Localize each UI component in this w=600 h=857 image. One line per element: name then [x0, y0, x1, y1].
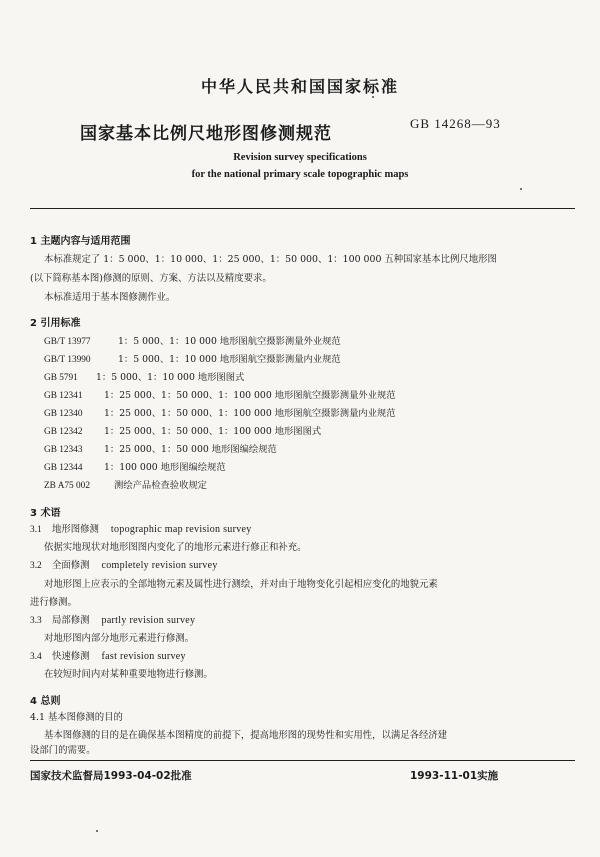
section-1-para-line2: (以下简称基本图)修测的原则、方案、方法以及精度要求。	[30, 273, 272, 284]
section-1-para2: 本标准适用于基本图修测作业。	[44, 292, 176, 303]
reference-item: GB 12343 1：25 000、1：50 000 地形图编绘规范	[44, 444, 277, 455]
term-3-4-definition: 在较短时间内对某种重要地物进行修测。	[44, 669, 213, 680]
english-title-line1: Revision survey specifications	[233, 152, 367, 163]
reference-item: GB 12341 1：25 000、1：50 000、1：100 000 地形图航空摄影测量外业规范	[44, 390, 396, 401]
term-3-2-definition-line1: 对地形图上应表示的全部地物元素及属性进行测绘，并对由于地物变化引起相应变化的地貌元素	[44, 579, 438, 590]
english-title-line2: for the national primary scale topographic maps	[191, 169, 409, 180]
section-1-heading: 1 主题内容与适用范围	[30, 236, 131, 247]
implementation-date: 1993-11-01实施	[410, 770, 499, 782]
reference-item: GB 12342 1：25 000、1：50 000、1：100 000 地形图图式	[44, 426, 322, 437]
standard-type: 中华人民共和国国家标准	[200, 77, 399, 96]
reference-item: GB 5791 1：5 000、1：10 000 地形图图式	[44, 372, 245, 383]
term-3-4: 3.4 快速修测 fast revision survey	[30, 651, 186, 662]
term-3-3-definition: 对地形图内部分地形元素进行修测。	[44, 633, 195, 644]
section-4-1-line1: 基本图修测的目的是在确保基本图精度的前提下，提高地形图的现势性和实用性，以满足各经济建	[44, 730, 448, 741]
term-3-2-definition-line2: 进行修测。	[30, 597, 77, 608]
scan-speck	[96, 830, 98, 832]
term-3-3: 3.3 局部修测 partly revision survey	[30, 615, 196, 626]
section-1-para-line1: 本标准规定了 1：5 000、1：10 000、1：25 000、1：50 000、1：100 000 五种国家基本比例尺地形图	[44, 254, 497, 265]
approval-date: 国家技术监督局1993-04-02批准	[30, 770, 192, 782]
section-3-heading: 3 术语	[30, 508, 61, 519]
reference-item: GB/T 13990 1：5 000、1：10 000 地形图航空摄影测量内业规范	[44, 354, 341, 365]
page-title: 国家基本比例尺地形图修测规范	[80, 124, 332, 144]
section-4-1-line2: 设部门的需要。	[30, 745, 96, 756]
term-3-2: 3.2 全面修测 completely revision survey	[30, 560, 218, 571]
scan-speck	[520, 188, 522, 190]
header-divider	[30, 208, 575, 209]
section-4-heading: 4 总则	[30, 696, 61, 707]
reference-item: GB/T 13977 1：5 000、1：10 000 地形图航空摄影测量外业规范	[44, 336, 341, 347]
section-4-1-heading: 4.1 基本图修测的目的	[30, 712, 123, 723]
scan-speck	[372, 96, 374, 98]
reference-item: GB 12340 1：25 000、1：50 000、1：100 000 地形图航空摄影测量内业规范	[44, 408, 396, 419]
footer-divider	[30, 760, 575, 761]
term-3-1-definition: 依据实地现状对地形图图内变化了的地形元素进行修正和补充。	[44, 542, 307, 553]
reference-item: ZB A75 002 测绘产品检查验收规定	[44, 480, 207, 491]
reference-item: GB 12344 1：100 000 地形图编绘规范	[44, 462, 226, 473]
section-2-heading: 2 引用标准	[30, 318, 81, 329]
term-3-1: 3.1 地形图修测 topographic map revision survey	[30, 524, 252, 535]
doc-number: GB 14268—93	[410, 116, 501, 131]
